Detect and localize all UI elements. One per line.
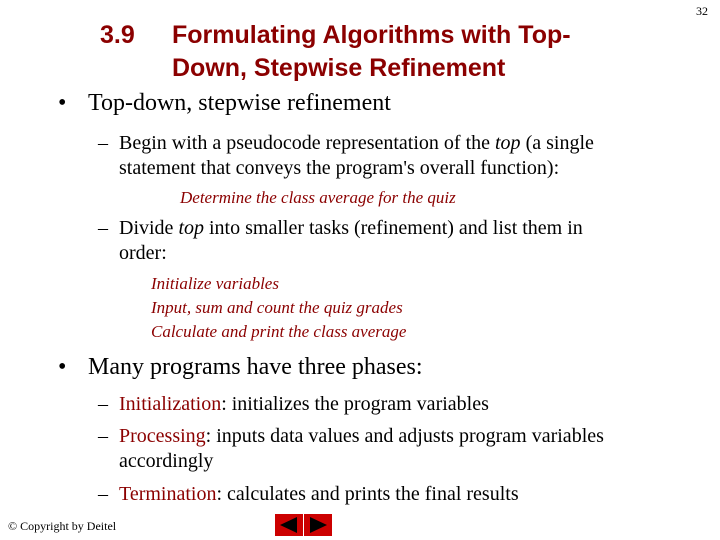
slide-title-line2: Down, Stepwise Refinement (172, 54, 506, 82)
sub-text-pre: Begin with a pseudocode representation of the (119, 132, 495, 154)
phase-processing-line2: accordingly (119, 450, 214, 472)
sub-bullet-divide-line2: order: (119, 242, 167, 264)
section-number: 3.9 (100, 21, 135, 49)
phase-desc: : inputs data values and adjusts program variables (205, 425, 604, 447)
bullet-marker: • (58, 90, 67, 116)
sub-text-post: into smaller tasks (refinement) and list them in (204, 217, 583, 239)
bullet-marker: • (58, 354, 67, 380)
sub-bullet-begin (119, 131, 594, 156)
sub-bullet-dash: – (98, 217, 108, 239)
right-arrow-icon (304, 514, 332, 536)
phase-term: Termination (119, 483, 217, 505)
phase-dash: – (98, 483, 108, 505)
phase-desc: : initializes the program variables (221, 393, 489, 415)
phase-term: Processing (119, 425, 206, 447)
sub-bullet-divide (119, 216, 583, 241)
sub-text-post: (a single (520, 132, 594, 154)
pseudocode-line: Input, sum and count the quiz grades (151, 298, 403, 317)
pseudocode-line: Determine the class average for the quiz (180, 188, 456, 207)
pseudocode-line: Calculate and print the class average (151, 322, 407, 341)
previous-slide-button[interactable] (275, 514, 303, 536)
phase-processing (119, 424, 604, 449)
page-number: 32 (696, 4, 708, 18)
next-slide-button[interactable] (304, 514, 332, 536)
sub-bullet-begin-line2: statement that conveys the program's overall function): (119, 157, 560, 179)
phase-desc: : calculates and prints the final results (216, 483, 519, 505)
sub-bullet-dash: – (98, 132, 108, 154)
phase-term: Initialization (119, 393, 222, 415)
phase-dash: – (98, 425, 108, 447)
phase-dash: – (98, 393, 108, 415)
sub-text-em: top (178, 217, 204, 239)
phase-termination (119, 482, 519, 507)
bullet-phases: Many programs have three phases: (88, 354, 423, 380)
left-arrow-icon (275, 514, 303, 536)
sub-text-pre: Divide (119, 217, 179, 239)
slide-title-line1: Formulating Algorithms with Top- (172, 21, 571, 49)
pseudocode-line: Initialize variables (151, 274, 279, 293)
copyright-text: © Copyright by Deitel (8, 519, 117, 533)
bullet-topdown: Top-down, stepwise refinement (88, 90, 391, 116)
sub-text-em: top (495, 132, 521, 154)
phase-initialization (119, 392, 489, 417)
